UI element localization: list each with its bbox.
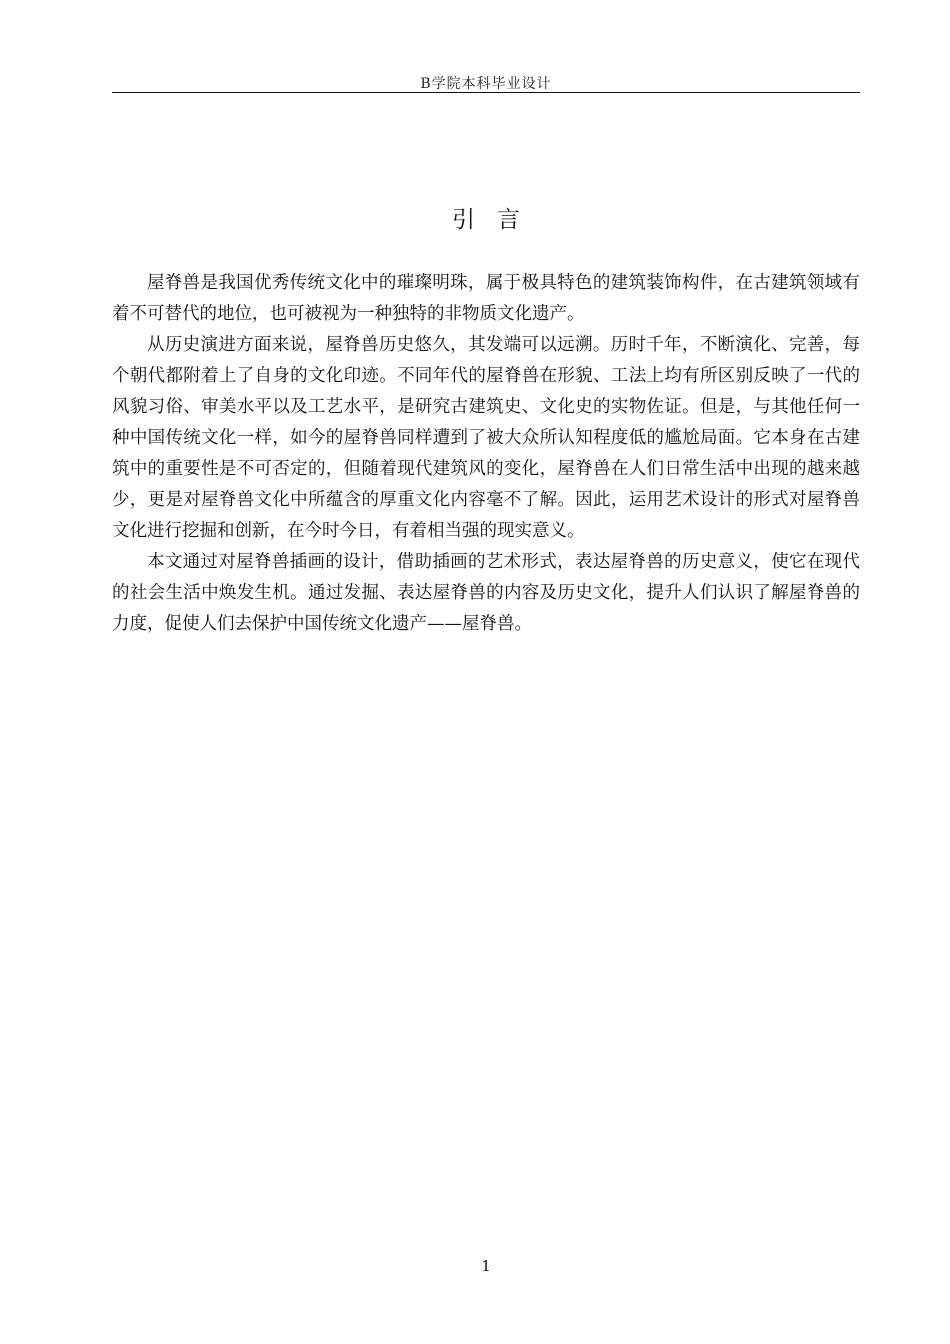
page-number: 1 xyxy=(481,1257,491,1275)
paragraph-2: 从历史演进方面来说，屋脊兽历史悠久，其发端可以远溯。历时千年，不断演化、完善，每个朝代都附着上了自身的文化印迹。不同年代的屋脊兽在形貌、工法上均有所区别反映了一代的风貌习俗、审美水平以及工艺水平，是研究古建筑史、文化史的实物佐证。但是，与其他任何一种中国传统文化一样，如今的屋脊兽同样遭到了被大众所认知程度低的尴尬局面。它本身在古建筑中的重要性是不可否定的，但随着现代建筑风的变化，屋脊兽在人们日常生活中出现的越来越少，更是对屋脊兽文化中所蕴含的厚重文化内容毫不了解。因此，运用艺术设计的形式对屋脊兽文化进行挖掘和创新，在今时今日，有着相当强的现实意义。 xyxy=(112,335,860,541)
header-rule xyxy=(112,92,860,93)
section-title: 引言 xyxy=(452,207,542,233)
paragraph-1: 屋脊兽是我国优秀传统文化中的璀璨明珠，属于极具特色的建筑装饰构件，在古建筑领域有着不可替代的地位，也可被视为一种独特的非物质文化遗产。 xyxy=(112,273,860,324)
running-header: B学院本科毕业设计 xyxy=(420,76,552,92)
section-body xyxy=(112,268,860,640)
paragraph-3: 本文通过对屋脊兽插画的设计，借助插画的艺术形式，表达屋脊兽的历史意义，使它在现代的社会生活中焕发生机。通过发掘、表达屋脊兽的内容及历史文化，提升人们认识了解屋脊兽的力度，促使人们去保护中国传统文化遗产——屋脊兽。 xyxy=(112,552,860,634)
